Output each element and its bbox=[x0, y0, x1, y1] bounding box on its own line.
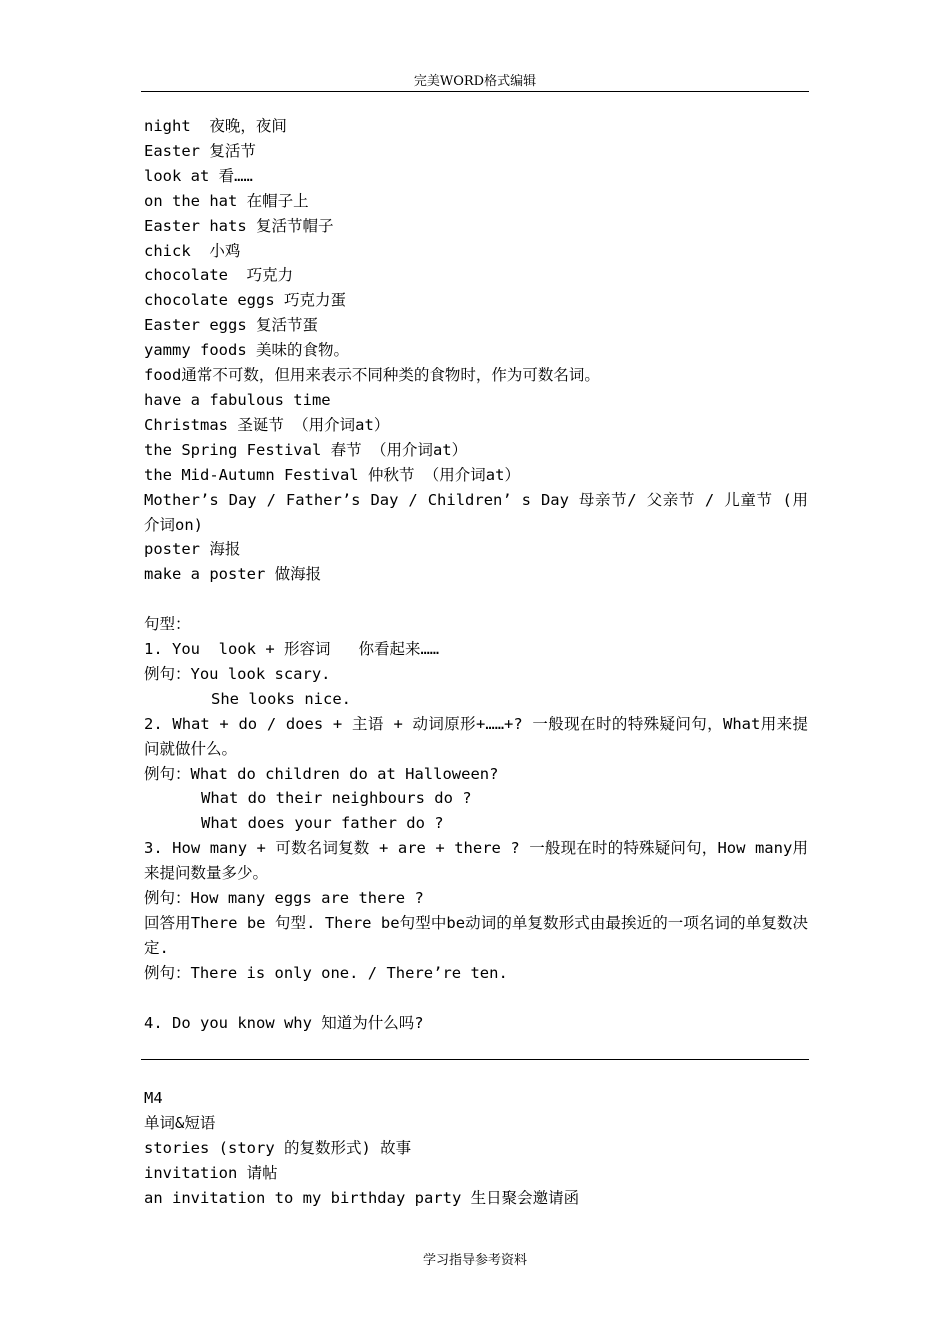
main-content bbox=[144, 114, 808, 1036]
vocab-note: food通常不可数，但用来表示不同种类的食物时，作为可数名词。 bbox=[144, 366, 600, 385]
vocab-item: the Spring Festival 春节 （用介词at） bbox=[144, 440, 468, 459]
vocab-item: yammy foods 美味的食物。 bbox=[144, 341, 349, 360]
vocab-item: on the hat 在帽子上 bbox=[144, 191, 309, 210]
pattern-1-example: She looks nice. bbox=[211, 689, 351, 708]
pattern-1: 1. You look + 形容词 你看起来…… bbox=[144, 640, 440, 659]
pattern-4: 4. Do you know why 知道为什么吗? bbox=[144, 1013, 424, 1032]
vocab-item: Easter 复活节 bbox=[144, 141, 256, 160]
pattern-2-example: What do their neighbours do ? bbox=[201, 789, 472, 808]
pattern-3: 3. How many + 可数名词复数 + are + there ? 一般现在时的特殊疑问句，How many用来提问数量多少。 bbox=[144, 839, 808, 883]
page-header: 完美WORD格式编辑 bbox=[141, 70, 809, 92]
m4-title: M4 bbox=[144, 1089, 163, 1107]
page-footer: 学习指导参考资料 bbox=[422, 1253, 527, 1268]
vocab-item: Easter eggs 复活节蛋 bbox=[144, 316, 318, 335]
blank-line bbox=[144, 587, 808, 612]
section-divider bbox=[141, 1059, 809, 1060]
m4-subtitle: 单词&短语 bbox=[144, 1113, 216, 1132]
vocab-item: poster 海报 bbox=[144, 540, 241, 559]
patterns-heading: 句型： bbox=[144, 615, 191, 634]
pattern-2-example: 例句：What do children do at Halloween? bbox=[144, 764, 499, 783]
pattern-2: 2. What + do / does + 主语 + 动词原形+……+? 一般现在时的特殊疑问句，What用来提问就做什么。 bbox=[144, 714, 808, 758]
vocab-item: look at 看…… bbox=[144, 166, 253, 185]
pattern-3-example: 例句：How many eggs are there ? bbox=[144, 889, 424, 908]
vocab-item: make a poster 做海报 bbox=[144, 565, 322, 584]
vocab-item: chocolate eggs 巧克力蛋 bbox=[144, 291, 346, 310]
pattern-3-example: 例句：There is only one. / There’re ten. bbox=[144, 963, 508, 982]
blank-line bbox=[144, 986, 808, 1011]
m4-item: an invitation to my birthday party 生日聚会邀请函 bbox=[144, 1188, 580, 1207]
vocab-item: have a fabulous time bbox=[144, 390, 331, 409]
m4-item: stories (story 的复数形式) 故事 bbox=[144, 1138, 412, 1157]
vocab-item: the Mid-Autumn Festival 仲秋节 （用介词at） bbox=[144, 465, 520, 484]
vocab-item: Christmas 圣诞节 （用介词at） bbox=[144, 415, 390, 434]
m4-section bbox=[144, 1086, 808, 1211]
pattern-2-example: What does your father do ? bbox=[201, 814, 444, 833]
vocab-item: night 夜晚，夜间 bbox=[144, 117, 287, 135]
vocab-item: Mother’s Day / Father’s Day / Children’ s Day 母亲节/ 父亲节 / 儿童节 (用介词on) bbox=[144, 490, 808, 534]
vocab-item: chocolate 巧克力 bbox=[144, 266, 294, 285]
vocab-item: chick 小鸡 bbox=[144, 241, 241, 260]
vocab-item: Easter hats 复活节帽子 bbox=[144, 216, 334, 235]
pattern-3-note: 回答用There be 句型. There be句型中be动词的单复数形式由最挨近的一项名词的单复数决定. bbox=[144, 913, 808, 957]
m4-item: invitation 请帖 bbox=[144, 1163, 278, 1182]
pattern-1-example: 例句：You look scary. bbox=[144, 664, 331, 683]
